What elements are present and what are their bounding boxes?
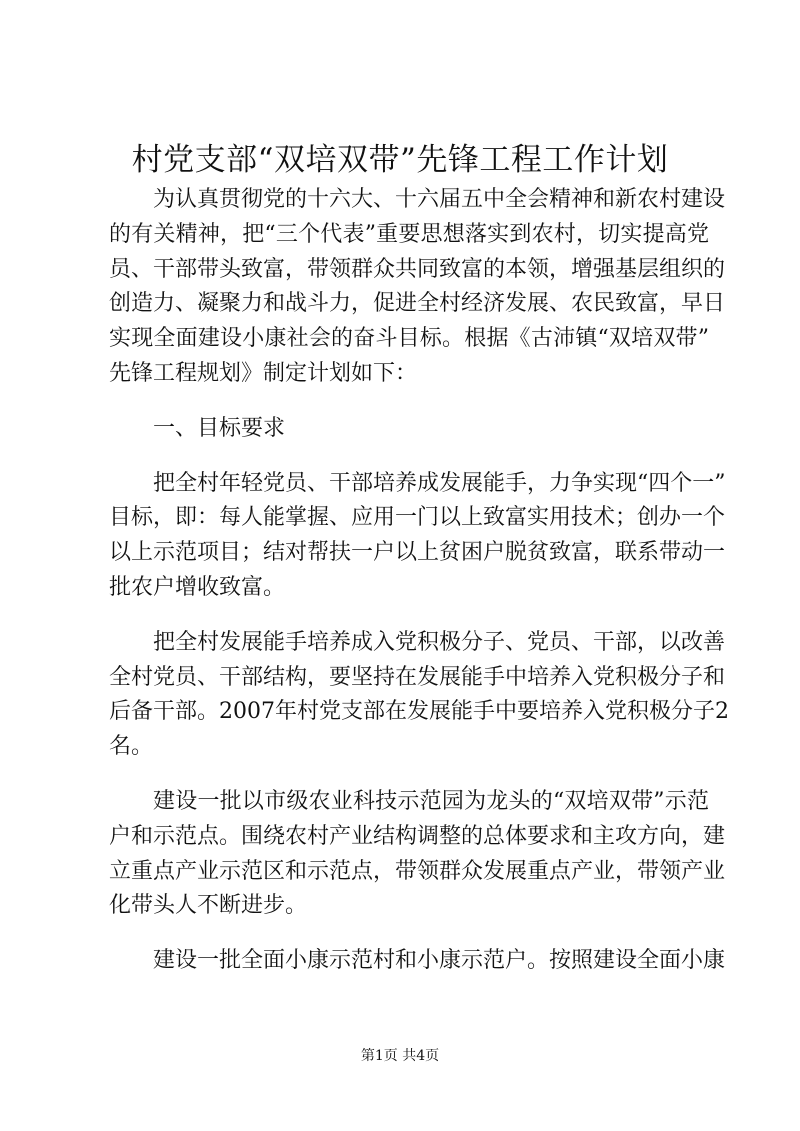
- paragraph-gap: [109, 924, 709, 944]
- section-heading: 一、目标要求: [153, 415, 286, 441]
- text-line: 批农户增收致富。: [109, 574, 286, 600]
- text-line: 的有关精神，把“三个代表”重要思想落实到农村，切实提高党: [109, 221, 709, 247]
- text-line: 员、干部带头致富，带领群众共同致富的本领，增强基层组织的: [109, 256, 726, 282]
- text-line: 名。: [109, 734, 154, 760]
- text-line: 后备干部。2007年村党支部在发展能手中要培养入党积极分子2: [109, 699, 729, 725]
- document-title: 村党支部“双培双带”先锋工程工作计划: [131, 142, 669, 178]
- paragraph-gap: [109, 392, 709, 412]
- paragraph-gap: [109, 765, 709, 785]
- text-line: 为认真贯彻党的十六大、十六届五中全会精神和新农村建设: [153, 187, 726, 212]
- text-line: 先锋工程规划》制定计划如下：: [109, 360, 418, 386]
- page-footer: 第1页 共4页: [360, 1048, 440, 1064]
- text-line: 建设一批全面小康示范村和小康示范户。按照建设全面小康: [153, 948, 726, 974]
- text-line: 建设一批以市级农业科技示范园为龙头的“双培双带”示范: [153, 788, 709, 814]
- text-line: 实现全面建设小康社会的奋斗目标。根据《古沛镇“双培双带”: [109, 326, 709, 352]
- text-line: 全村党员、干部结构，要坚持在发展能手中培养入党积极分子和: [109, 664, 726, 690]
- text-line: 把全村年轻党员、干部培养成发展能手，力争实现“四个一”: [153, 470, 726, 496]
- text-line: 创造力、凝聚力和战斗力，促进全村经济发展、农民致富，早日: [109, 291, 726, 317]
- paragraph-gap: [109, 447, 709, 467]
- paragraph-gap: [109, 606, 709, 626]
- text-line: 立重点产业示范区和示范点，带领群众发展重点产业，带领产业: [109, 858, 726, 884]
- text-line: 目标，即：每人能掌握、应用一门以上致富实用技术；创办一个: [109, 505, 726, 531]
- text-line: 以上示范项目；结对帮扶一户以上贫困户脱贫致富，联系带动一: [109, 540, 726, 566]
- text-line: 户和示范点。围绕农村产业结构调整的总体要求和主攻方向，建: [109, 823, 726, 849]
- text-line: 把全村发展能手培养成入党积极分子、党员、干部，以改善: [153, 629, 726, 655]
- text-line: 化带头人不断进步。: [109, 893, 308, 919]
- document-body: [109, 183, 729, 979]
